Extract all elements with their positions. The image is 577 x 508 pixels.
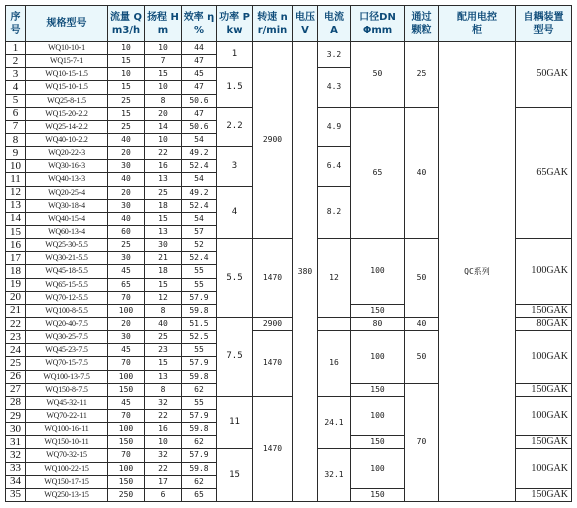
efficiency-cell: 57.9 xyxy=(182,357,217,370)
flow-cell: 40 xyxy=(108,212,145,225)
table-row xyxy=(6,42,572,55)
speed-cell: 1470 xyxy=(253,331,293,397)
seq-cell: 27 xyxy=(6,383,26,396)
auto-cell: 100GAK xyxy=(516,239,572,305)
seq-cell: 14 xyxy=(6,212,26,225)
pump-spec-table xyxy=(5,5,572,502)
efficiency-cell: 47 xyxy=(182,81,217,94)
head-cell: 8 xyxy=(145,94,182,107)
auto-cell: 100GAK xyxy=(516,396,572,435)
head-cell: 40 xyxy=(145,317,182,330)
seq-cell: 2 xyxy=(6,55,26,68)
model-cell: WQ20-25-4 xyxy=(26,186,108,199)
model-cell: WQ30-18-4 xyxy=(26,199,108,212)
power-cell: 15 xyxy=(217,449,253,502)
speed-cell: 2900 xyxy=(253,317,293,330)
head-cell: 15 xyxy=(145,68,182,81)
head-cell: 15 xyxy=(145,278,182,291)
seq-cell: 34 xyxy=(6,475,26,488)
head-cell: 17 xyxy=(145,475,182,488)
head-cell: 20 xyxy=(145,107,182,120)
caliber-cell: 150 xyxy=(351,383,405,396)
efficiency-cell: 47 xyxy=(182,107,217,120)
model-cell: WQ30-21-5.5 xyxy=(26,252,108,265)
flow-cell: 10 xyxy=(108,42,145,55)
flow-cell: 65 xyxy=(108,278,145,291)
flow-cell: 150 xyxy=(108,475,145,488)
efficiency-cell: 50.6 xyxy=(182,94,217,107)
particle-cell: 40 xyxy=(405,317,439,330)
seq-cell: 31 xyxy=(6,436,26,449)
efficiency-cell: 57.9 xyxy=(182,409,217,422)
current-cell: 4.3 xyxy=(318,68,351,107)
particle-cell: 40 xyxy=(405,107,439,238)
flow-cell: 150 xyxy=(108,436,145,449)
efficiency-cell: 52.4 xyxy=(182,160,217,173)
flow-cell: 30 xyxy=(108,160,145,173)
efficiency-cell: 62 xyxy=(182,475,217,488)
power-cell: 1.5 xyxy=(217,68,253,107)
model-cell: WQ20-22-3 xyxy=(26,147,108,160)
speed-cell: 1470 xyxy=(253,396,293,501)
voltage-cell: 380 xyxy=(293,42,318,502)
flow-cell: 15 xyxy=(108,55,145,68)
current-cell: 3.2 xyxy=(318,42,351,68)
current-cell: 32.1 xyxy=(318,449,351,502)
power-cell: 4 xyxy=(217,186,253,239)
seq-cell: 24 xyxy=(6,344,26,357)
head-cell: 18 xyxy=(145,199,182,212)
flow-cell: 40 xyxy=(108,173,145,186)
efficiency-cell: 55 xyxy=(182,396,217,409)
col-model-header: 规格型号 xyxy=(26,6,108,42)
current-cell: 24.1 xyxy=(318,396,351,449)
caliber-cell: 150 xyxy=(351,488,405,501)
col-speed-header: 转速 n r/min xyxy=(253,6,293,42)
efficiency-cell: 57 xyxy=(182,225,217,238)
head-cell: 10 xyxy=(145,436,182,449)
col-power-header: 功率 P kw xyxy=(217,6,253,42)
header-row xyxy=(6,6,572,42)
head-cell: 32 xyxy=(145,396,182,409)
flow-cell: 10 xyxy=(108,68,145,81)
seq-cell: 20 xyxy=(6,291,26,304)
model-cell: WQ30-25-7.5 xyxy=(26,331,108,344)
flow-cell: 100 xyxy=(108,462,145,475)
flow-cell: 100 xyxy=(108,423,145,436)
flow-cell: 100 xyxy=(108,304,145,317)
model-cell: WQ150-10-11 xyxy=(26,436,108,449)
efficiency-cell: 59.8 xyxy=(182,423,217,436)
model-cell: WQ100-16-11 xyxy=(26,423,108,436)
efficiency-cell: 57.9 xyxy=(182,449,217,462)
flow-cell: 45 xyxy=(108,265,145,278)
auto-cell: 150GAK xyxy=(516,304,572,317)
flow-cell: 100 xyxy=(108,370,145,383)
auto-cell: 150GAK xyxy=(516,383,572,396)
seq-cell: 12 xyxy=(6,186,26,199)
col-control-header: 配用电控 柜 xyxy=(439,6,516,42)
model-cell: WQ150-8-7.5 xyxy=(26,383,108,396)
seq-cell: 35 xyxy=(6,488,26,501)
head-cell: 12 xyxy=(145,291,182,304)
seq-cell: 5 xyxy=(6,94,26,107)
col-seq-header: 序 号 xyxy=(6,6,26,42)
power-cell: 3 xyxy=(217,147,253,186)
flow-cell: 25 xyxy=(108,120,145,133)
efficiency-cell: 62 xyxy=(182,383,217,396)
efficiency-cell: 59.8 xyxy=(182,462,217,475)
seq-cell: 13 xyxy=(6,199,26,212)
head-cell: 32 xyxy=(145,449,182,462)
model-cell: WQ150-17-15 xyxy=(26,475,108,488)
model-cell: WQ30-16-3 xyxy=(26,160,108,173)
caliber-cell: 65 xyxy=(351,107,405,238)
head-cell: 23 xyxy=(145,344,182,357)
model-cell: WQ100-22-15 xyxy=(26,462,108,475)
efficiency-cell: 54 xyxy=(182,212,217,225)
seq-cell: 33 xyxy=(6,462,26,475)
col-auto-header: 自耦装置 型号 xyxy=(516,6,572,42)
model-cell: WQ70-32-15 xyxy=(26,449,108,462)
col-current-header: 电流 A xyxy=(318,6,351,42)
flow-cell: 30 xyxy=(108,331,145,344)
model-cell: WQ70-22-11 xyxy=(26,409,108,422)
seq-cell: 30 xyxy=(6,423,26,436)
head-cell: 21 xyxy=(145,252,182,265)
seq-cell: 6 xyxy=(6,107,26,120)
flow-cell: 25 xyxy=(108,94,145,107)
head-cell: 10 xyxy=(145,133,182,146)
auto-cell: 150GAK xyxy=(516,488,572,501)
auto-cell: 80GAK xyxy=(516,317,572,330)
model-cell: WQ10-10-1 xyxy=(26,42,108,55)
efficiency-cell: 50.6 xyxy=(182,120,217,133)
head-cell: 15 xyxy=(145,212,182,225)
model-cell: WQ15-7-1 xyxy=(26,55,108,68)
power-cell: 7.5 xyxy=(217,317,253,396)
efficiency-cell: 55 xyxy=(182,344,217,357)
efficiency-cell: 55 xyxy=(182,278,217,291)
efficiency-cell: 52.5 xyxy=(182,331,217,344)
head-cell: 7 xyxy=(145,55,182,68)
power-cell: 1 xyxy=(217,42,253,68)
col-head-header: 扬程 H m xyxy=(145,6,182,42)
caliber-cell: 100 xyxy=(351,449,405,488)
current-cell: 4.9 xyxy=(318,107,351,146)
efficiency-cell: 49.2 xyxy=(182,147,217,160)
head-cell: 18 xyxy=(145,265,182,278)
seq-cell: 10 xyxy=(6,160,26,173)
caliber-cell: 50 xyxy=(351,42,405,108)
particle-cell: 50 xyxy=(405,239,439,318)
efficiency-cell: 44 xyxy=(182,42,217,55)
speed-cell: 1470 xyxy=(253,239,293,318)
model-cell: WQ40-13-3 xyxy=(26,173,108,186)
caliber-cell: 100 xyxy=(351,396,405,435)
flow-cell: 30 xyxy=(108,252,145,265)
flow-cell: 70 xyxy=(108,409,145,422)
caliber-cell: 150 xyxy=(351,436,405,449)
flow-cell: 60 xyxy=(108,225,145,238)
head-cell: 16 xyxy=(145,160,182,173)
flow-cell: 40 xyxy=(108,133,145,146)
head-cell: 30 xyxy=(145,239,182,252)
head-cell: 10 xyxy=(145,81,182,94)
current-cell xyxy=(318,317,351,330)
flow-cell: 25 xyxy=(108,239,145,252)
seq-cell: 17 xyxy=(6,252,26,265)
head-cell: 15 xyxy=(145,357,182,370)
seq-cell: 4 xyxy=(6,81,26,94)
current-cell: 6.4 xyxy=(318,147,351,186)
seq-cell: 7 xyxy=(6,120,26,133)
caliber-cell: 100 xyxy=(351,239,405,305)
flow-cell: 30 xyxy=(108,199,145,212)
flow-cell: 70 xyxy=(108,449,145,462)
model-cell: WQ250-13-15 xyxy=(26,488,108,501)
model-cell: WQ25-30-5.5 xyxy=(26,239,108,252)
model-cell: WQ100-8-5.5 xyxy=(26,304,108,317)
head-cell: 25 xyxy=(145,186,182,199)
head-cell: 22 xyxy=(145,409,182,422)
flow-cell: 20 xyxy=(108,147,145,160)
particle-cell: 25 xyxy=(405,42,439,108)
flow-cell: 70 xyxy=(108,291,145,304)
col-particle-header: 通过 颗粒 xyxy=(405,6,439,42)
efficiency-cell: 62 xyxy=(182,436,217,449)
seq-cell: 28 xyxy=(6,396,26,409)
model-cell: WQ15-10-1.5 xyxy=(26,81,108,94)
head-cell: 22 xyxy=(145,462,182,475)
head-cell: 14 xyxy=(145,120,182,133)
head-cell: 16 xyxy=(145,423,182,436)
current-cell: 8.2 xyxy=(318,186,351,239)
model-cell: WQ10-15-1.5 xyxy=(26,68,108,81)
col-flow-header: 流量 Q m3/h xyxy=(108,6,145,42)
model-cell: WQ15-20-2.2 xyxy=(26,107,108,120)
seq-cell: 8 xyxy=(6,133,26,146)
head-cell: 13 xyxy=(145,173,182,186)
table-body xyxy=(6,42,572,502)
speed-cell: 2900 xyxy=(253,42,293,239)
efficiency-cell: 47 xyxy=(182,55,217,68)
seq-cell: 23 xyxy=(6,331,26,344)
seq-cell: 1 xyxy=(6,42,26,55)
flow-cell: 150 xyxy=(108,383,145,396)
model-cell: WQ100-13-7.5 xyxy=(26,370,108,383)
head-cell: 8 xyxy=(145,383,182,396)
model-cell: WQ20-40-7.5 xyxy=(26,317,108,330)
model-cell: WQ25-14-2.2 xyxy=(26,120,108,133)
head-cell: 6 xyxy=(145,488,182,501)
model-cell: WQ45-23-7.5 xyxy=(26,344,108,357)
model-cell: WQ40-15-4 xyxy=(26,212,108,225)
col-caliber-header: 口径DN Φmm xyxy=(351,6,405,42)
current-cell: 16 xyxy=(318,331,351,397)
head-cell: 13 xyxy=(145,225,182,238)
head-cell: 25 xyxy=(145,331,182,344)
head-cell: 13 xyxy=(145,370,182,383)
head-cell: 22 xyxy=(145,147,182,160)
seq-cell: 29 xyxy=(6,409,26,422)
seq-cell: 26 xyxy=(6,370,26,383)
seq-cell: 22 xyxy=(6,317,26,330)
model-cell: WQ65-15-5.5 xyxy=(26,278,108,291)
seq-cell: 16 xyxy=(6,239,26,252)
auto-cell: 150GAK xyxy=(516,436,572,449)
efficiency-cell: 52.4 xyxy=(182,252,217,265)
caliber-cell: 80 xyxy=(351,317,405,330)
seq-cell: 11 xyxy=(6,173,26,186)
head-cell: 10 xyxy=(145,42,182,55)
efficiency-cell: 59.8 xyxy=(182,370,217,383)
col-eff-header: 效率 η % xyxy=(182,6,217,42)
efficiency-cell: 57.9 xyxy=(182,291,217,304)
seq-cell: 18 xyxy=(6,265,26,278)
flow-cell: 70 xyxy=(108,357,145,370)
efficiency-cell: 65 xyxy=(182,488,217,501)
col-voltage-header: 电压 V xyxy=(293,6,318,42)
head-cell: 8 xyxy=(145,304,182,317)
flow-cell: 250 xyxy=(108,488,145,501)
efficiency-cell: 55 xyxy=(182,265,217,278)
efficiency-cell: 59.8 xyxy=(182,304,217,317)
seq-cell: 32 xyxy=(6,449,26,462)
model-cell: WQ70-15-7.5 xyxy=(26,357,108,370)
model-cell: WQ45-32-11 xyxy=(26,396,108,409)
model-cell: WQ60-13-4 xyxy=(26,225,108,238)
power-cell: 2.2 xyxy=(217,107,253,146)
flow-cell: 15 xyxy=(108,81,145,94)
flow-cell: 20 xyxy=(108,317,145,330)
particle-cell: 50 xyxy=(405,331,439,384)
auto-cell: 100GAK xyxy=(516,331,572,384)
seq-cell: 19 xyxy=(6,278,26,291)
model-cell: WQ45-18-5.5 xyxy=(26,265,108,278)
model-cell: WQ25-8-1.5 xyxy=(26,94,108,107)
auto-cell: 65GAK xyxy=(516,107,572,238)
efficiency-cell: 54 xyxy=(182,133,217,146)
seq-cell: 9 xyxy=(6,147,26,160)
efficiency-cell: 45 xyxy=(182,68,217,81)
efficiency-cell: 49.2 xyxy=(182,186,217,199)
model-cell: WQ70-12-5.5 xyxy=(26,291,108,304)
efficiency-cell: 54 xyxy=(182,173,217,186)
seq-cell: 15 xyxy=(6,225,26,238)
current-cell: 12 xyxy=(318,239,351,318)
power-cell: 11 xyxy=(217,396,253,449)
power-cell: 5.5 xyxy=(217,239,253,318)
auto-cell: 50GAK xyxy=(516,42,572,108)
flow-cell: 15 xyxy=(108,107,145,120)
efficiency-cell: 52.4 xyxy=(182,199,217,212)
seq-cell: 21 xyxy=(6,304,26,317)
particle-cell: 70 xyxy=(405,383,439,501)
control-cell: QC系列 xyxy=(439,42,516,502)
caliber-cell: 100 xyxy=(351,331,405,384)
model-cell: WQ40-10-2.2 xyxy=(26,133,108,146)
seq-cell: 3 xyxy=(6,68,26,81)
auto-cell: 100GAK xyxy=(516,449,572,488)
caliber-cell: 150 xyxy=(351,304,405,317)
efficiency-cell: 52 xyxy=(182,239,217,252)
flow-cell: 45 xyxy=(108,396,145,409)
flow-cell: 20 xyxy=(108,186,145,199)
seq-cell: 25 xyxy=(6,357,26,370)
efficiency-cell: 51.5 xyxy=(182,317,217,330)
flow-cell: 45 xyxy=(108,344,145,357)
